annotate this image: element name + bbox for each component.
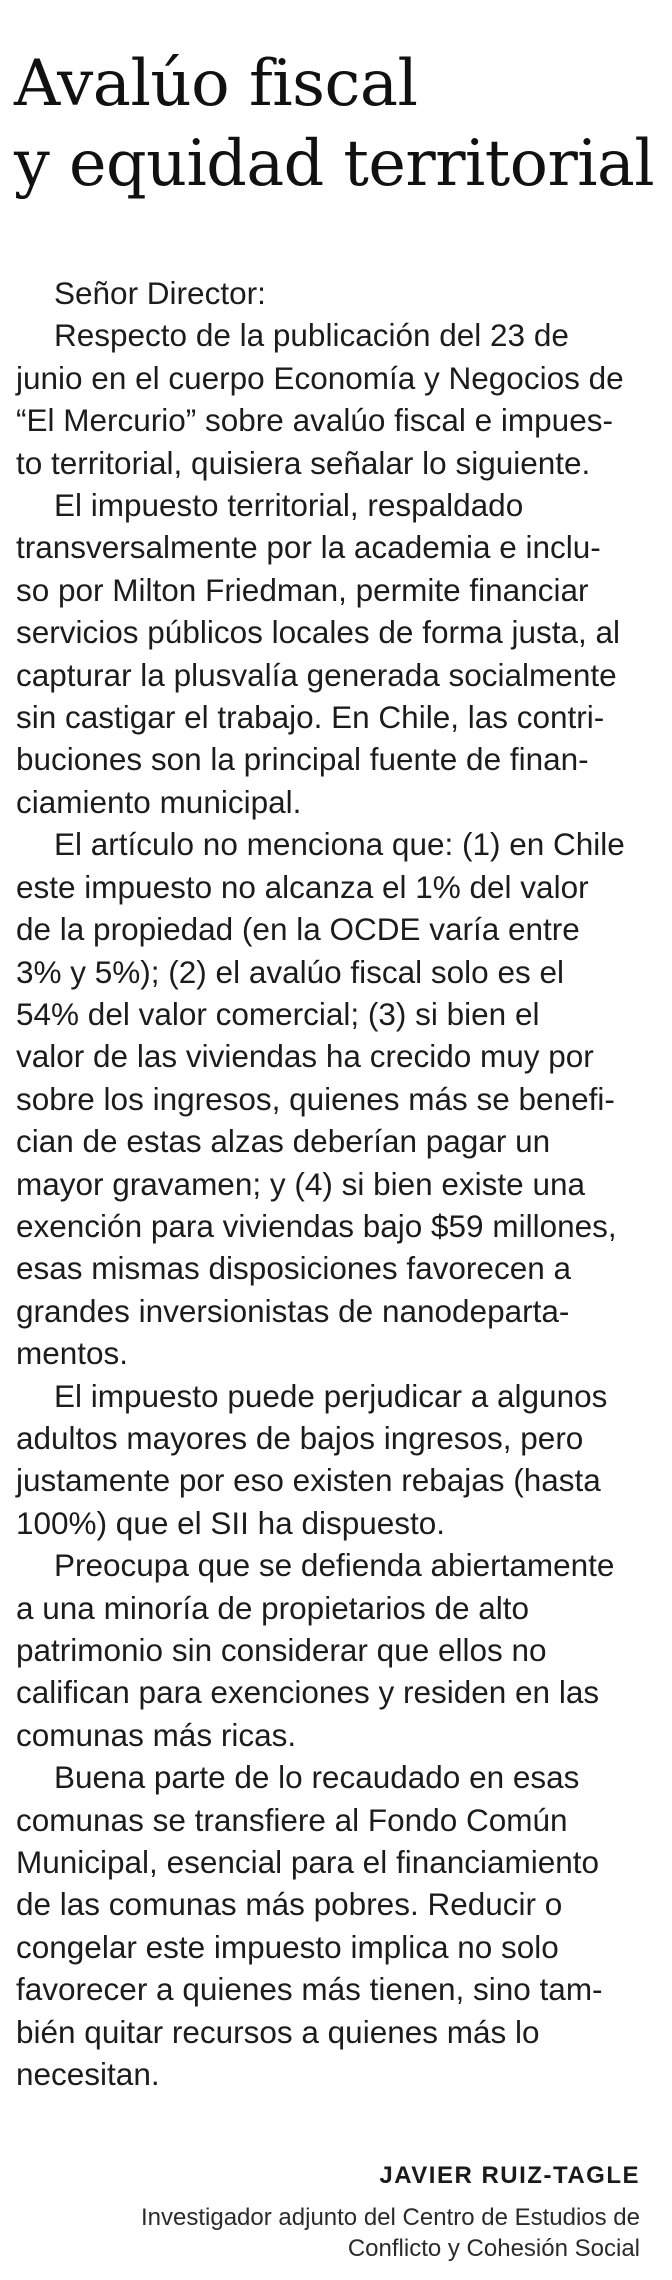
text-line: de la propiedad (en la OCDE varía entre <box>16 911 580 948</box>
headline <box>14 44 664 204</box>
paragraph-4 <box>16 1375 652 1545</box>
text-line: El artículo no menciona que: (1) en Chile <box>54 826 625 863</box>
text-line: Municipal, esencial para el financiamiento <box>16 1844 600 1881</box>
text-line: transversalmente por la academia e inclu- <box>16 529 601 566</box>
text-line: sin castigar el trabajo. En Chile, las contri- <box>16 699 605 736</box>
text-line: bién quitar recursos a quienes más lo <box>16 2013 540 2050</box>
text-line: to territorial, quisiera señalar lo siguiente. <box>16 444 591 481</box>
text-line: favorecer a quienes más tienen, sino tam- <box>16 1971 603 2008</box>
text-line: justamente por eso existen rebajas (hasta <box>16 1462 601 1499</box>
text-line: grandes inversionistas de nanodeparta- <box>16 1292 570 1329</box>
text-line: valor de las viviendas ha crecido muy por <box>16 1038 594 1075</box>
text-line: esas mismas disposiciones favorecen a <box>16 1250 572 1287</box>
affiliation-line-1: Investigador adjunto del Centro de Estudios de <box>141 2204 640 2231</box>
text-line: ciamiento municipal. <box>16 783 302 820</box>
text-line: comunas se transfiere al Fondo Común <box>16 1801 568 1838</box>
text-line: so por Milton Friedman, permite financiar <box>16 571 589 608</box>
text-line: este impuesto no alcanza el 1% del valor <box>16 868 589 905</box>
text-line: 3% y 5%); (2) el avalúo fiscal solo es el <box>16 953 564 990</box>
headline-line-2: y equidad territorial <box>14 127 655 201</box>
text-line: califican para exenciones y residen en las <box>16 1674 600 1711</box>
text-line: congelar este impuesto implica no solo <box>16 1928 559 1965</box>
paragraph-2 <box>16 484 652 823</box>
text-line: a una minoría de propietarios de alto <box>16 1589 530 1626</box>
text-line: cian de estas alzas deberían pagar un <box>16 1123 551 1160</box>
salutation <box>16 272 652 314</box>
text-line: mentos. <box>16 1335 129 1372</box>
letter-body <box>16 272 652 2095</box>
text-line: de las comunas más pobres. Reducir o <box>16 1886 563 1923</box>
text-line: capturar la plusvalía generada socialmente <box>16 656 617 693</box>
text-line: 100%) que el SII ha dispuesto. <box>16 1504 446 1541</box>
text-line: exención para viviendas bajo $59 millones, <box>16 1207 617 1244</box>
paragraph-6 <box>16 1756 652 2095</box>
text-line: El impuesto puede perjudicar a algunos <box>54 1377 608 1414</box>
headline-line-1: Avalúo fiscal <box>14 47 418 121</box>
text-line: servicios públicos locales de forma justa, al <box>16 614 621 651</box>
paragraph-1 <box>16 314 652 484</box>
paragraph-5 <box>16 1544 652 1756</box>
text-line: patrimonio sin considerar que ellos no <box>16 1632 547 1668</box>
text-line: buciones son la principal fuente de finan- <box>16 741 589 778</box>
text-line: junio en el cuerpo Economía y Negocios de <box>16 359 624 396</box>
author-name: JAVIER RUIZ-TAGLE <box>379 2162 640 2189</box>
text-line: mayor gravamen; y (4) si bien existe una <box>16 1165 585 1202</box>
affiliation-line-2: Conflicto y Cohesión Social <box>347 2235 640 2262</box>
text-line: adultos mayores de bajos ingresos, pero <box>16 1419 584 1456</box>
text-line: 54% del valor comercial; (3) si bien el <box>16 995 540 1032</box>
author-affiliation <box>141 2202 640 2264</box>
text-line: Preocupa que se defienda abiertamente <box>54 1547 615 1584</box>
text-line: comunas más ricas. <box>16 1716 297 1753</box>
text-line: “El Mercurio” sobre avalúo fiscal e impues- <box>16 402 613 439</box>
salutation-text: Señor Director: <box>54 275 266 311</box>
paragraph-3 <box>16 823 652 1374</box>
text-line: sobre los ingresos, quienes más se benefi- <box>16 1080 615 1117</box>
text-line: El impuesto territorial, respaldado <box>54 487 524 524</box>
text-line: Respecto de la publicación del 23 de <box>54 317 569 354</box>
text-line: Buena parte de lo recaudado en esas <box>54 1759 580 1796</box>
text-line: necesitan. <box>16 2056 160 2093</box>
